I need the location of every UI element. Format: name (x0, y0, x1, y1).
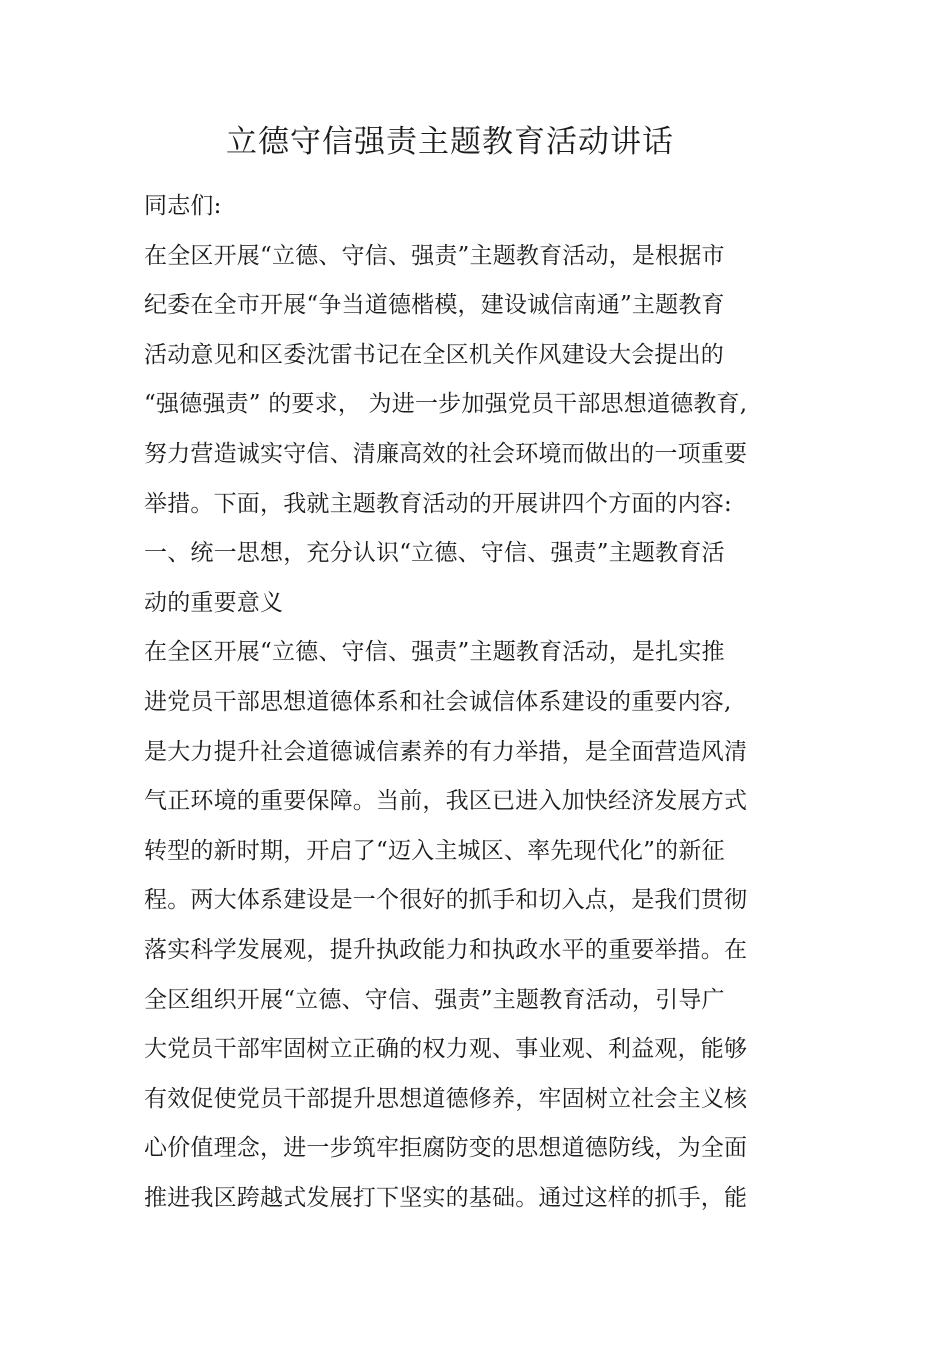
text-line: 进党员干部思想道德体系和社会诚信体系建设的重要内容, (144, 688, 732, 715)
document-body (144, 190, 924, 1231)
text-line-salutation: 同志们: (144, 193, 222, 219)
text-line: 活动意见和区委沈雷书记在全区机关作风建设大会提出的 (144, 341, 724, 368)
text-line: 有效促使党员干部提升思想道德修养，牢固树立社会主义核 (144, 1085, 748, 1112)
text-line: 转型的新时期，开启了“迈入主城区、率先现代化”的新征 (144, 837, 725, 864)
text-line: 心价值理念，进一步筑牢拒腐防变的思想道德防线，为全面 (144, 1135, 748, 1162)
text-line: 推进我区跨越式发展打下坚实的基础。通过这样的抓手，能 (144, 1184, 748, 1211)
section-heading-line: 动的重要意义 (144, 589, 284, 616)
text-line: 落实科学发展观，提升执政能力和执政水平的重要举措。在 (144, 936, 748, 963)
document-title: 立德守信强责主题教育活动讲话 (226, 124, 674, 160)
text-line: 举措。下面，我就主题教育活动的开展讲四个方面的内容: (144, 490, 732, 517)
text-line: 气正环境的重要保障。当前，我区已进入加快经济发展方式 (144, 788, 748, 815)
text-line: 在全区开展“立德、守信、强责”主题教育活动，是根据市 (144, 242, 725, 269)
text-line: “强德强责” 的要求， 为进一步加强党员干部思想道德教育, (144, 391, 748, 418)
text-line: 纪委在全市开展“争当道德楷模，建设诚信南通”主题教育 (144, 292, 725, 319)
text-line: 程。两大体系建设是一个很好的抓手和切入点，是我们贯彻 (144, 887, 748, 914)
section-heading-line: 一、统一思想，充分认识“立德、守信、强责”主题教育活 (144, 540, 725, 567)
text-line: 在全区开展“立德、守信、强责”主题教育活动，是扎实推 (144, 639, 725, 666)
text-line: 是大力提升社会道德诚信素养的有力举措，是全面营造风清 (144, 738, 748, 765)
text-line: 努力营造诚实守信、清廉高效的社会环境而做出的一项重要 (144, 440, 748, 467)
text-line: 大党员干部牢固树立正确的权力观、事业观、利益观，能够 (144, 1036, 748, 1063)
text-line: 全区组织开展“立德、守信、强责”主题教育活动，引导广 (144, 986, 725, 1013)
